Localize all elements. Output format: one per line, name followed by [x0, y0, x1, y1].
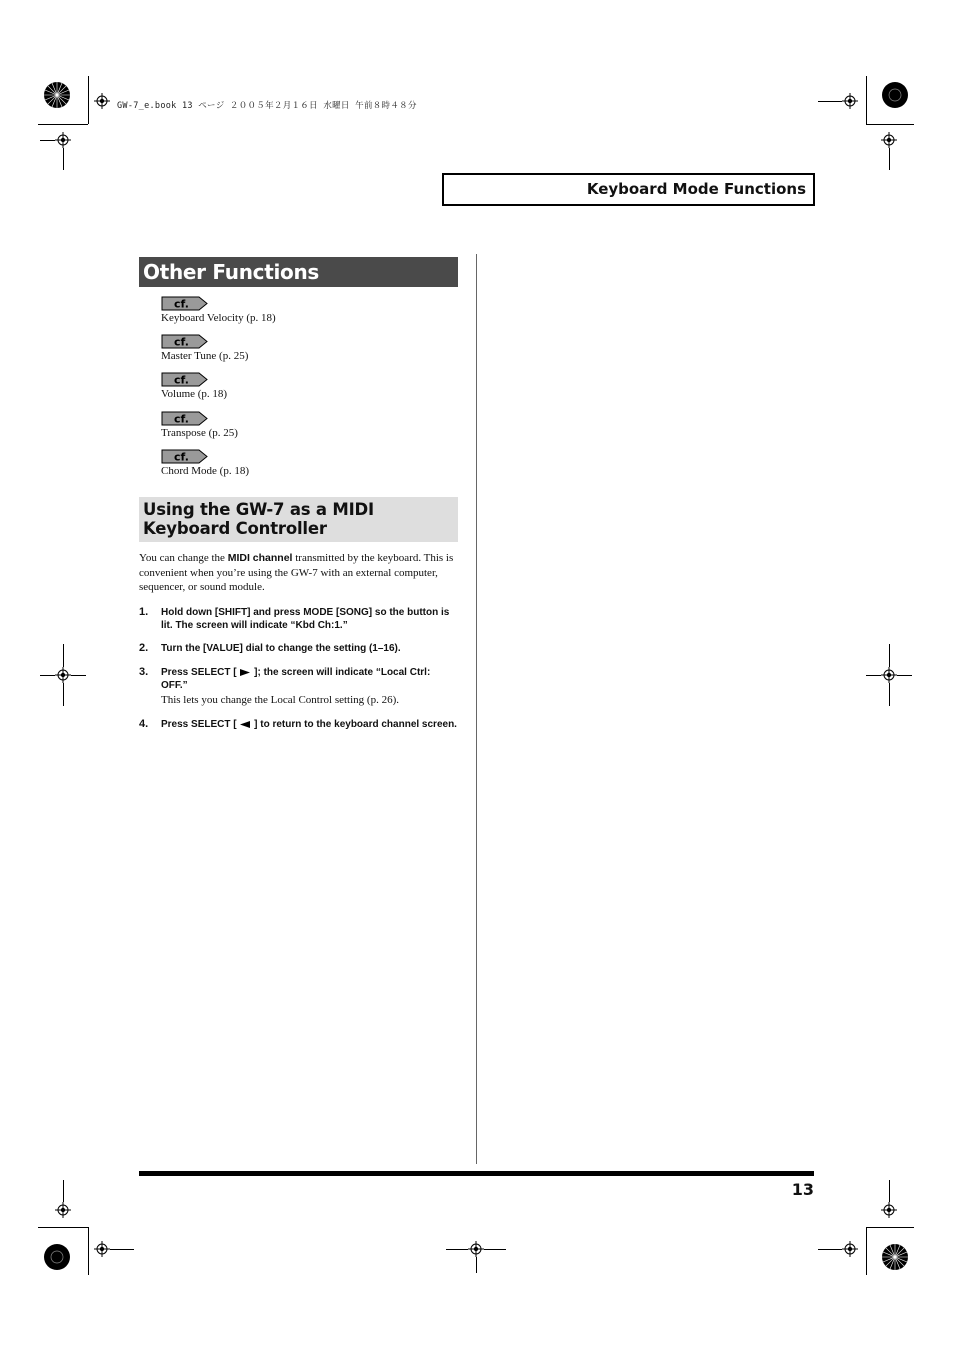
step-number: 1.: [139, 606, 149, 618]
cf-reference: [161, 296, 276, 324]
intro-paragraph: [139, 551, 459, 595]
subsection-title: [143, 501, 443, 538]
cf-reference-text: Volume (p. 18): [161, 388, 228, 400]
registration-target-icon: [55, 132, 71, 148]
column-divider: [476, 254, 477, 1164]
running-header: [442, 173, 815, 206]
step-text: Hold down [SHIFT] and press MODE [SONG] so the button is lit. The screen will indicate “Kbd Ch:1.”: [161, 607, 450, 632]
intro-text: You can change the: [139, 552, 228, 564]
registration-target-icon: [842, 1241, 858, 1257]
registration-target-icon: [55, 1202, 71, 1218]
step-text-part: ]; the screen will indicate “Local Ctrl: OFF.”: [161, 667, 431, 692]
cf-arrow-icon: [161, 334, 209, 349]
subsection-title-line: Using the GW-7 as a MIDI: [143, 500, 374, 519]
footer-rule: [139, 1171, 814, 1176]
step-text-part: Press SELECT [: [161, 719, 240, 730]
cf-reference-text: Master Tune (p. 25): [161, 350, 249, 362]
step-text-part: Press SELECT [: [161, 667, 240, 678]
registration-sunburst-icon: [43, 1243, 71, 1271]
step-note: This lets you change the Local Control setting (p. 26).: [161, 693, 399, 706]
file-header: GW-7_e.book 13 ページ ２００５年２月１６日 水曜日 午前８時４８分: [117, 101, 417, 111]
registration-target-icon: [842, 93, 858, 109]
intro-bold-term: MIDI channel: [227, 552, 293, 564]
cf-reference-text: Transpose (p. 25): [161, 427, 238, 439]
cf-reference: [161, 449, 249, 477]
cf-arrow-icon: [161, 372, 209, 387]
page-number: 13: [791, 1180, 814, 1199]
cf-arrow-icon: [161, 449, 209, 464]
registration-target-icon: [881, 1202, 897, 1218]
running-header-text: Keyboard Mode Functions: [586, 180, 806, 198]
select-right-arrow-icon: [239, 668, 251, 677]
step-text: Turn the [VALUE] dial to change the setting (1–16).: [161, 643, 401, 654]
registration-target-icon: [881, 667, 897, 683]
registration-sunburst-icon: [881, 81, 909, 109]
section-title-bar: [139, 257, 458, 287]
step-text: [161, 718, 457, 731]
step-number: 4.: [139, 718, 149, 730]
registration-target-icon: [94, 1241, 110, 1257]
cf-label: cf.: [174, 297, 189, 311]
cf-label: cf.: [174, 373, 189, 387]
step-text-part: ] to return to the keyboard channel screen.: [251, 719, 457, 730]
registration-target-icon: [94, 93, 110, 109]
select-left-arrow-icon: [239, 720, 251, 729]
registration-target-icon: [468, 1241, 484, 1257]
cf-reference-text: Keyboard Velocity (p. 18): [161, 312, 276, 324]
step-number: 2.: [139, 642, 149, 654]
cf-reference-text: Chord Mode (p. 18): [161, 465, 249, 477]
section-title: Other Functions: [143, 260, 319, 284]
cf-label: cf.: [174, 412, 189, 426]
registration-target-icon: [55, 667, 71, 683]
subsection-title-bar: [139, 497, 458, 542]
cf-reference: [161, 372, 227, 400]
registration-target-icon: [881, 132, 897, 148]
cf-reference: [161, 411, 238, 439]
cf-arrow-icon: [161, 411, 209, 426]
subsection-title-line: Keyboard Controller: [143, 518, 327, 538]
cf-arrow-icon: [161, 296, 209, 311]
intro-text: transmitted by the keyboard. This is convenient when you’re using the GW-7 with an external computer, sequencer, or sound module.: [139, 552, 454, 594]
cf-reference: [161, 334, 248, 362]
registration-sunburst-icon: [881, 1243, 909, 1271]
registration-sunburst-icon: [43, 81, 71, 109]
cf-label: cf.: [174, 335, 189, 349]
step-number: 3.: [139, 666, 149, 678]
cf-label: cf.: [174, 450, 189, 464]
step-text: [161, 666, 457, 707]
